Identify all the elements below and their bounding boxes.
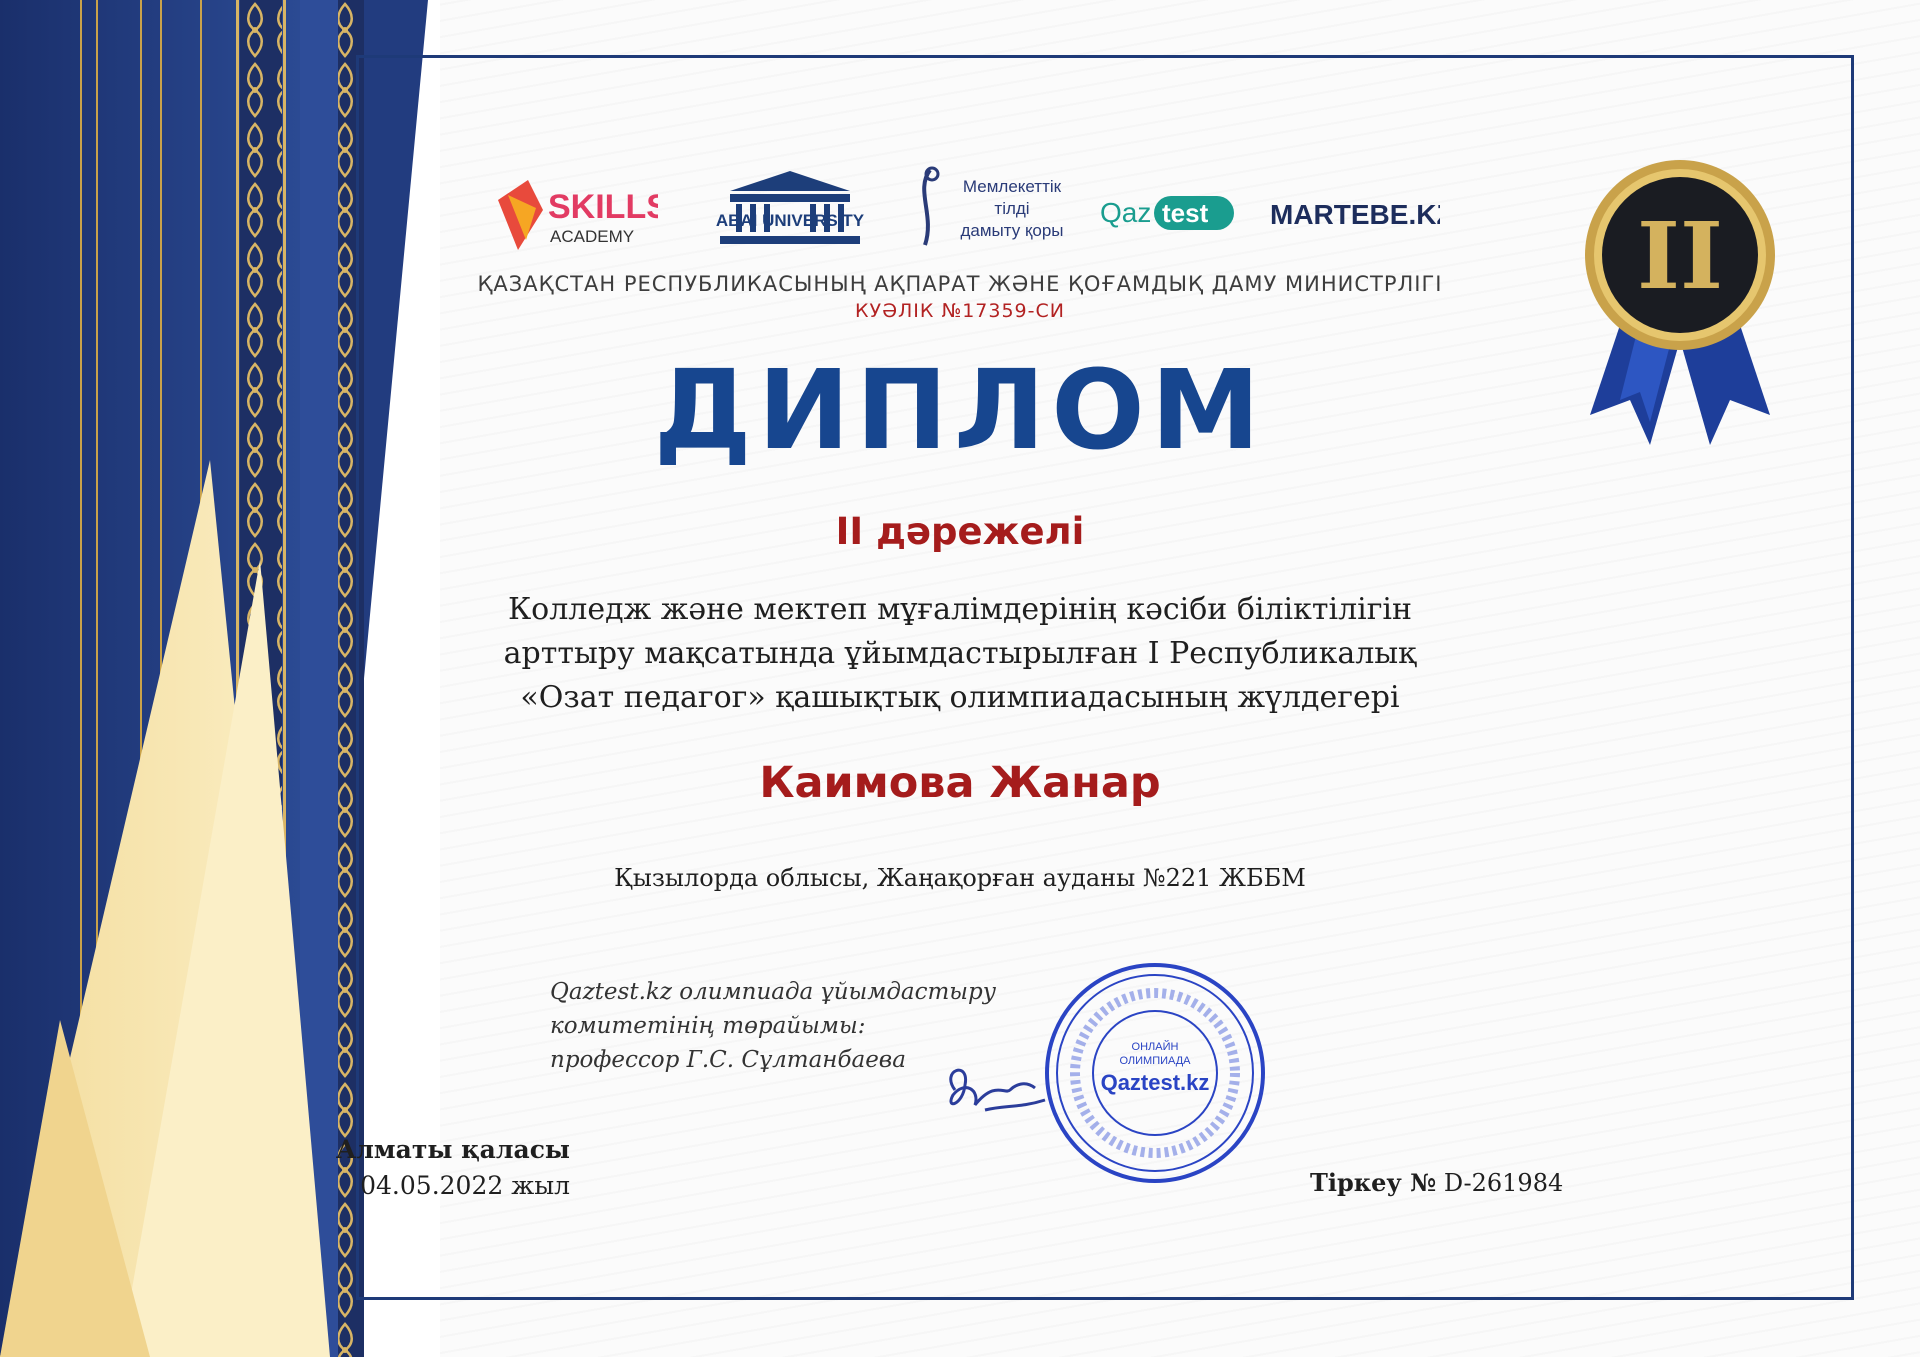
school-text: Қызылорда облысы, Жаңақорған ауданы №221 ЖББМ xyxy=(614,864,1306,892)
committee-line-1: Qaztest.kz олимпиада ұйымдастыру xyxy=(550,979,997,1005)
language-fund-logo xyxy=(910,160,1080,264)
committee-line-3: профессор Г.С. Сұлтанбаева xyxy=(550,1047,906,1073)
skills-text: SKILLS xyxy=(548,188,658,226)
partner-logos xyxy=(480,160,1440,270)
description xyxy=(430,588,1490,720)
martebe-logo xyxy=(1270,190,1440,244)
qaztest-qaz: Qaz xyxy=(1100,197,1152,228)
degree-label: II дәрежелі xyxy=(835,510,1085,553)
recipient-name: Каимова Жанар xyxy=(759,758,1161,808)
fund-line2: тілді xyxy=(994,199,1030,218)
abai-text: ABAI UNIVERSITY xyxy=(715,211,865,230)
fund-line1: Мемлекеттік xyxy=(962,177,1062,196)
academy-text: ACADEMY xyxy=(550,227,635,246)
skills-academy-logo xyxy=(488,160,658,264)
registration xyxy=(1310,1168,1563,1197)
issue-date: 04.05.2022 жыл xyxy=(360,1171,570,1200)
registration-number: D-261984 xyxy=(1443,1169,1564,1197)
stamp-brand: Qaztest.kz xyxy=(1100,1070,1210,1095)
official-stamp xyxy=(1040,958,1270,1192)
description-line-1: Колледж және мектеп мұғалімдерінің кәсіби біліктілігін xyxy=(507,592,1413,627)
stamp-middle: ОЛИМПИАДА xyxy=(1119,1055,1191,1067)
abai-university-logo xyxy=(710,166,870,260)
city-date xyxy=(300,1132,570,1204)
medal-label: II xyxy=(1636,202,1724,310)
diploma-title: ДИПЛОМ xyxy=(653,346,1267,474)
martebe-text: MARTEBE.KZ xyxy=(1270,199,1440,230)
registration-label: Тіркеу № xyxy=(1310,1168,1437,1197)
signature xyxy=(935,1050,1055,1134)
stamp-top: ОНЛАЙН xyxy=(1131,1041,1179,1053)
committee-line-2: комитетінің төрайымы: xyxy=(550,1013,866,1039)
medal-badge xyxy=(1570,160,1790,464)
description-line-3: «Озат педагог» қашықтық олимпиадасының жүлдегері xyxy=(520,680,1400,715)
ministry-text: ҚАЗАҚСТАН РЕСПУБЛИКАСЫНЫҢ АҚПАРАТ ЖӘНЕ ҚОҒАМДЫҚ ДАМУ МИНИСТРЛІГІ xyxy=(477,272,1443,296)
city-label: Алматы қаласы xyxy=(335,1135,570,1164)
qaztest-test: test xyxy=(1162,198,1209,228)
description-line-2: арттыру мақсатында ұйымдастырылған І Республикалық xyxy=(503,636,1417,671)
license-number: КУӘЛІК №17359-СИ xyxy=(855,300,1065,322)
fund-line3: дамыту қоры xyxy=(960,221,1064,240)
committee-block xyxy=(550,975,996,1077)
qaztest-logo xyxy=(1100,188,1240,242)
